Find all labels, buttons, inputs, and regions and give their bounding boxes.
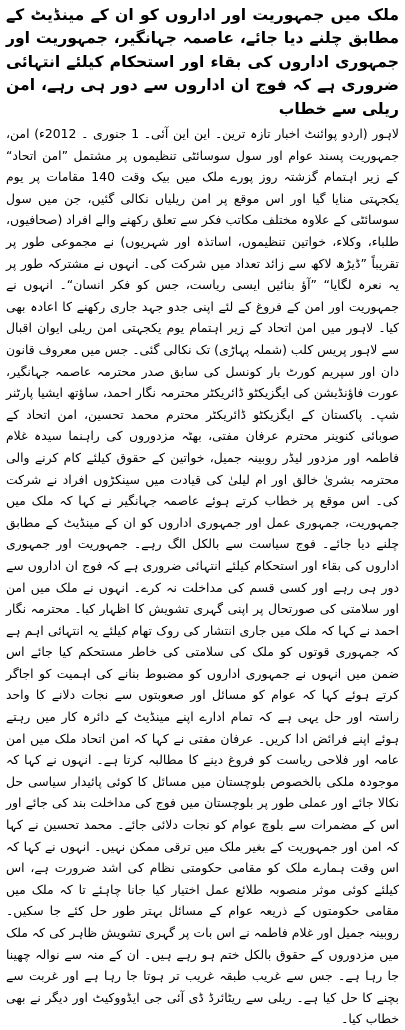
article-body: لاہور (اردو پوائنٹ اخبار تازہ ترین۔ این این آئی۔ 1 جنوری ۔ 2012ء) امن، جمہوریت پسند عوام اور سول سوسائٹی تنظیموں پر مشتمل ”امن اتحاد“ کے زیر اہتمام گزشتہ روز پورے ملک میں بیک وقت 140 مقامات پر یوم یکجہتی منایا گیا اور اس موقع پر امن ریلیاں نکالی گئیں، جن میں سول سوسائٹی کے علاوہ مختلف مکاتب فکر سے تعلق رکھنے والے افراد (صحافیوں، طلباء، وکلاء، خواتین تنظیموں، اساتذہ اور شہریوں) نے مجموعی طور پر تقریباً ”ڈیڑھ لاکھ سے زائد تعداد میں شرکت کی۔ انہوں نے مشترکہ طور پر یہ نعرہ لگایا“ ”آؤ بنائیں ایسی ریاست، جس کو فکر انسان“۔ انہوں نے جمہوریت اور امن کے فروغ کے لئے اپنی جدو جہد جاری رکھنے کا اعادہ بھی کیا۔ لاہور میں امن اتحاد کے زیر اہتمام یوم یکجہتی امن ریلی ایوان اقبال سے لاہور پریس کلب (شملہ پہاڑی) تک نکالی گئی۔ جس میں معروف قانون دان اور سپریم کورٹ بار کونسل کی سابق صدر محترمہ عاصمہ جہانگیر، عورت فاؤنڈیشن کی ایگزیکٹو ڈائریکٹر محترمہ نگار احمد، ساؤتھ ایشیا پارٹنر شپ۔ پاکستان کے ایگزیکٹو ڈائریکٹر محترم محمد تحسین، امن اتحاد کے صوبائی کنوینر محترم عرفان مفتی، بھٹہ مزدوروں کی راہنما سیدہ غلام فاطمہ اور مزدور لیڈر روبینہ جمیل، خواتین کے حقوق کیلئے کام کرنے والی محترمہ بشریٰ خالق اور ام لیلیٰ کی قیادت میں سینکڑوں افراد نے شرکت کی۔ اس موقع پر خطاب کرتے ہوئے عاصمہ جہانگیر نے کہا کہ ملک میں جمہوریت، جمہوری عمل اور جمہوری اداروں کو ان کے مینڈیٹ کے مطابق چلنے دیا جائے۔ فوج سیاست سے بالکل الگ رہے۔ جمہوریت اور جمہوری اداروں کی بقاء اور استحکام کیلئے انتہائی ضروری ہے کہ فوج ان اداروں سے دور ہی رہے اور کسی قسم کی مداخلت نہ کرے۔ انہوں نے ملک میں امن اور سلامتی کی صورتحال پر اپنی گہری تشویش کا اظہار کیا۔ محترمہ نگار احمد نے کہا کہ ملک میں جاری انتشار کی روک تھام کیلئے یہ انتہائی اہم ہے کہ جمہوری قوتوں کو ملک کی سلامتی کی خاطر مستحکم کیا جائے اس ضمن میں انہوں نے جمہوری اداروں کو مضبوط بنانے کی اہمیت کو اجاگر کرتے ہوئے کہا کہ عوام کو مسائل اور صعوبتوں سے نجات دلانے کا واحد راستہ اور حل یہی ہے کہ تمام ادارے اپنے مینڈیٹ کے دائرہ کار میں رہتے ہوئے اپنے فرائض ادا کریں۔ عرفان مفتی نے کہا کہ امن اتحاد ملک میں امن عامہ اور فلاحی ریاست کو فروغ دینے کا مطالبہ کرتا ہے۔ انہوں نے کہا کہ موجودہ ملکی بالخصوص بلوچستان میں مسائل کا کوئی پائیدار سیاسی حل نکالا جائے اور عملی طور پر بلوچستان میں فوج کی مداخلت بند کی جائے اور اس کے مضمرات سے بلوچ عوام کو نجات دلائی جائے۔ محمد تحسین نے کہا کہ امن اور جمہوریت کے بغیر ملک میں ترقی ممکن نہیں۔ انہوں نے کہا کہ اس وقت ہمارے ملک کو مقامی حکومتی نظام کی اشد ضرورت ہے، اس کیلئے کوئی موثر منصوبہ طلائع عمل اختیار کیا جانا چاہئے تا کہ ملک میں مقامی حکومتوں کے ذریعہ عوام کے مسائل بہتر طور حل کئے جا سکیں۔ روبینہ جمیل اور غلام فاطمہ نے اس بات پر گہری تشویش ظاہر کی کہ ملک میں مزدوروں کے حقوق بالکل ختم ہو رہے ہیں۔ ان کے منہ سے نوالہ چھینا جا رہا ہے۔ جس سے غریب طبقہ غریب تر ہوتا جا رہا ہے اور غربت سے بچنے کا حل کیا ہے۔ ریلی سے ریٹائرڈ ڈی آئی جی ایڈووکیٹ اور دیگر نے بھی خطاب کیا۔ (6, 126, 399, 1027)
article-headline: ملک میں جمہوریت اور اداروں کو ان کے مینڈیٹ کے مطابق چلنے دیا جائے، عاصمہ جہانگیر، جمہوریت اور جمہوری اداروں کی بقاء اور استحکام کیلئے انتہائی ضروری ہے کہ فوج ان اداروں سے دور ہی رہے، امن ریلی سے خطاب (6, 6, 399, 118)
